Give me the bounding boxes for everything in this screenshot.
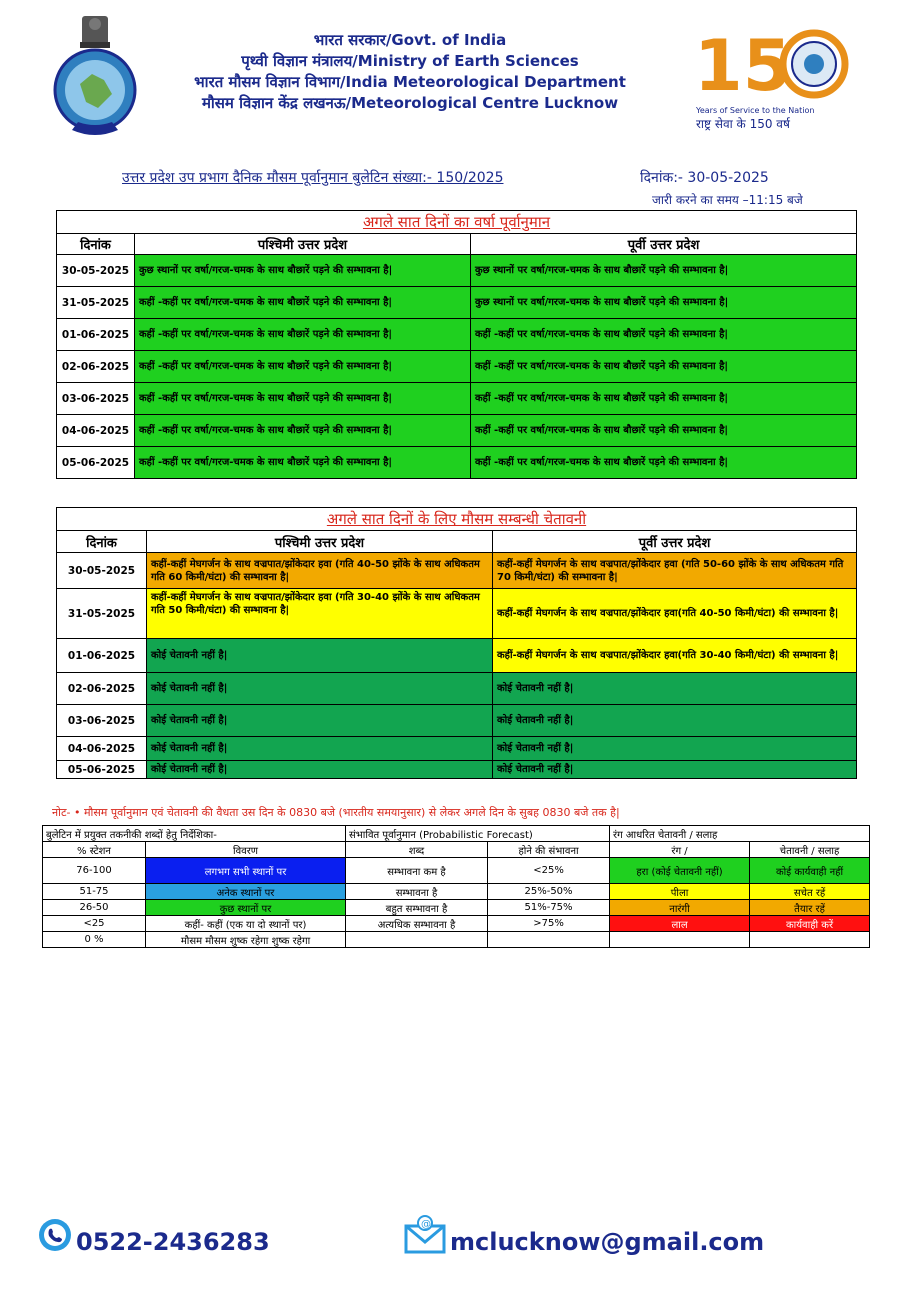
legend-section-probability: संभावित पूर्वानुमान (Probabilistic Forecast)	[346, 826, 610, 842]
legend-col-word: शब्द	[346, 842, 488, 858]
legend-prob: >75%	[488, 916, 610, 932]
legend-col-prob: होने की संभावना	[488, 842, 610, 858]
legend-word: सम्भावना है	[346, 884, 488, 900]
rain-west-cell: कहीं -कहीं पर वर्षा/गरज-चमक के साथ बौछारें पड़ने की सम्भावना है|	[135, 383, 471, 415]
warn-west-cell: कोई चेतावनी नहीं है|	[147, 673, 493, 705]
table-row	[57, 639, 857, 673]
legend-advice: कोई कार्यवाही नहीं	[750, 858, 870, 884]
legend-color: हरा (कोई चेतावनी नहीं)	[610, 858, 750, 884]
table-row	[57, 287, 857, 319]
rain-west-cell: कुछ स्थानों पर वर्षा/गरज-चमक के साथ बौछारें पड़ने की सम्भावना है|	[135, 255, 471, 287]
warn-east-cell: कहीं-कहीं मेघगर्जन के साथ वज्रपात/झोंकेदार हवा(गति 40-50 किमी/घंटा) की सम्भावना है|	[493, 589, 857, 639]
email-address[interactable]: mclucknow@gmail.com	[450, 1228, 765, 1256]
rain-header-date: दिनांक	[57, 234, 135, 255]
table-row	[57, 255, 857, 287]
header-titles	[150, 30, 670, 114]
table-row	[43, 916, 870, 932]
legend-advice: कार्यवाही करें	[750, 916, 870, 932]
warn-header-east: पूर्वी उत्तर प्रदेश	[493, 531, 857, 553]
table-row	[43, 884, 870, 900]
legend-col-desc: विवरण	[146, 842, 346, 858]
rain-date: 05-06-2025	[57, 447, 135, 479]
warn-east-cell: कोई चेतावनी नहीं है|	[493, 673, 857, 705]
rain-east-cell: कुछ स्थानों पर वर्षा/गरज-चमक के साथ बौछारें पड़ने की सम्भावना है|	[471, 287, 857, 319]
table-row	[43, 932, 870, 948]
warn-east-cell: कोई चेतावनी नहीं है|	[493, 705, 857, 737]
warn-west-cell: कोई चेतावनी नहीं है|	[147, 761, 493, 779]
rain-date: 01-06-2025	[57, 319, 135, 351]
rain-east-cell: कहीं -कहीं पर वर्षा/गरज-चमक के साथ बौछारें पड़ने की सम्भावना है|	[471, 383, 857, 415]
warn-date: 02-06-2025	[57, 673, 147, 705]
department-line: भारत मौसम विज्ञान विभाग/India Meteorological Department	[194, 73, 626, 91]
warn-east-cell: कहीं-कहीं मेघगर्जन के साथ वज्रपात/झोंकेदार हवा(गति 30-40 किमी/घंटा) की सम्भावना है|	[493, 639, 857, 673]
legend-prob: 25%-50%	[488, 884, 610, 900]
warn-east-cell: कोई चेतावनी नहीं है|	[493, 737, 857, 761]
warn-date: 01-06-2025	[57, 639, 147, 673]
legend-color: नारंगी	[610, 900, 750, 916]
legend-advice: तैयार रहें	[750, 900, 870, 916]
legend-desc: मौसम मौसम शुष्क रहेगा शुष्क रहेगा	[146, 932, 346, 948]
legend-color: लाल	[610, 916, 750, 932]
legend-desc: अनेक स्थानों पर	[146, 884, 346, 900]
legend-word	[346, 932, 488, 948]
validity-note: नोट- • मौसम पूर्वानुमान एवं चेतावनी की वैधता उस दिन के 0830 बजे (भारतीय समयानुसार) से लेकर अगले दिन के सुबह 0830 बजे तक है|	[52, 806, 620, 819]
logo150-caption-en: Years of Service to the Nation	[696, 106, 815, 115]
warn-east-cell: कहीं-कहीं मेघगर्जन के साथ वज्रपात/झोंकेदार हवा (गति 50-60 झोंके के साथ अधिकतम गति 70 किमी/घंटा) की सम्भावना है|	[493, 553, 857, 589]
govt-line: भारत सरकार/Govt. of India	[313, 31, 507, 49]
legend-word: सम्भावना कम है	[346, 858, 488, 884]
legend-pct: 0 %	[43, 932, 146, 948]
legend-section-colors: रंग आधरित चेतावनी / सलाह	[610, 826, 870, 842]
warn-west-cell: कोई चेतावनी नहीं है|	[147, 705, 493, 737]
legend-table	[42, 825, 870, 948]
phone-icon	[38, 1218, 72, 1252]
legend-color: पीला	[610, 884, 750, 900]
table-row	[57, 383, 857, 415]
table-row	[57, 553, 857, 589]
rain-east-cell: कहीं -कहीं पर वर्षा/गरज-चमक के साथ बौछारें पड़ने की सम्भावना है|	[471, 351, 857, 383]
centre-line: मौसम विज्ञान केंद्र लखनऊ/Meteorological Centre Lucknow	[201, 94, 619, 112]
rain-forecast-table	[56, 210, 857, 479]
warn-date: 30-05-2025	[57, 553, 147, 589]
rain-forecast-caption: अगले सात दिनों का वर्षा पूर्वानुमान	[57, 211, 857, 234]
warning-caption: अगले सात दिनों के लिए मौसम सम्बन्धी चेतावनी	[57, 508, 857, 531]
logo150-caption-hi: राष्ट्र सेवा के 150 वर्ष	[696, 117, 790, 131]
table-row	[57, 351, 857, 383]
rain-header-west: पश्चिमी उत्तर प्रदेश	[135, 234, 471, 255]
rain-east-cell: कहीं -कहीं पर वर्षा/गरज-चमक के साथ बौछारें पड़ने की सम्भावना है|	[471, 447, 857, 479]
rain-east-cell: कहीं -कहीं पर वर्षा/गरज-चमक के साथ बौछारें पड़ने की सम्भावना है|	[471, 319, 857, 351]
legend-prob: 51%-75%	[488, 900, 610, 916]
table-row	[43, 858, 870, 884]
legend-desc: कुछ स्थानों पर	[146, 900, 346, 916]
legend-pct: <25	[43, 916, 146, 932]
rain-date: 31-05-2025	[57, 287, 135, 319]
legend-pct: 26-50	[43, 900, 146, 916]
ministry-line: पृथ्वी विज्ञान मंत्रालय/Ministry of Earth Sciences	[241, 52, 579, 70]
warn-west-cell: कोई चेतावनी नहीं है|	[147, 639, 493, 673]
table-row	[57, 737, 857, 761]
legend-pct: 51-75	[43, 884, 146, 900]
rain-east-cell: कहीं -कहीं पर वर्षा/गरज-चमक के साथ बौछारें पड़ने की सम्भावना है|	[471, 415, 857, 447]
warn-header-date: दिनांक	[57, 531, 147, 553]
legend-color	[610, 932, 750, 948]
rain-west-cell: कहीं -कहीं पर वर्षा/गरज-चमक के साथ बौछारें पड़ने की सम्भावना है|	[135, 287, 471, 319]
warn-date: 03-06-2025	[57, 705, 147, 737]
phone-number[interactable]: 0522-2436283	[76, 1228, 270, 1256]
legend-word: अत्यधिक सम्भावना है	[346, 916, 488, 932]
rain-west-cell: कहीं -कहीं पर वर्षा/गरज-चमक के साथ बौछारें पड़ने की सम्भावना है|	[135, 415, 471, 447]
warn-east-cell: कोई चेतावनी नहीं है|	[493, 761, 857, 779]
svg-text:@: @	[421, 1219, 431, 1230]
imd-emblem-logo	[42, 14, 148, 138]
legend-section-terms: बुलेटिन में प्रयुक्त तकनीकी शब्दों हेतु निर्देशिका-	[43, 826, 346, 842]
rain-west-cell: कहीं -कहीं पर वर्षा/गरज-चमक के साथ बौछारें पड़ने की सम्भावना है|	[135, 447, 471, 479]
rain-east-cell: कुछ स्थानों पर वर्षा/गरज-चमक के साथ बौछारें पड़ने की सम्भावना है|	[471, 255, 857, 287]
warn-date: 04-06-2025	[57, 737, 147, 761]
legend-col-color: रंग /	[610, 842, 750, 858]
legend-desc: कहीं- कहीं (एक या दो स्थानों पर)	[146, 916, 346, 932]
legend-prob	[488, 932, 610, 948]
bulletin-title: उत्तर प्रदेश उप प्रभाग दैनिक मौसम पूर्वानुमान बुलेटिन संख्या:- 150/2025	[122, 170, 504, 186]
rain-west-cell: कहीं -कहीं पर वर्षा/गरज-चमक के साथ बौछारें पड़ने की सम्भावना है|	[135, 351, 471, 383]
legend-pct: 76-100	[43, 858, 146, 884]
legend-desc: लगभग सभी स्थानों पर	[146, 858, 346, 884]
legend-advice: सचेत रहें	[750, 884, 870, 900]
rain-west-cell: कहीं -कहीं पर वर्षा/गरज-चमक के साथ बौछारें पड़ने की सम्भावना है|	[135, 319, 471, 351]
table-row	[57, 761, 857, 779]
table-row	[43, 900, 870, 916]
legend-word: बहुत सम्भावना है	[346, 900, 488, 916]
warn-west-cell: कहीं-कहीं मेघगर्जन के साथ वज्रपात/झोंकेदार हवा (गति 40-50 झोंके के साथ अधिकतम गति 60 किमी/घंटा) की सम्भावना है|	[147, 553, 493, 589]
table-row	[57, 589, 857, 639]
warn-west-cell: कहीं-कहीं मेघगर्जन के साथ वज्रपात/झोंकेदार हवा (गति 30-40 झोंके के साथ अधिकतम गति 50 किमी/घंटा) की सम्भावना है|	[147, 589, 493, 639]
warn-west-cell: कोई चेतावनी नहीं है|	[147, 737, 493, 761]
rain-header-east: पूर्वी उत्तर प्रदेश	[471, 234, 857, 255]
svg-text:15: 15	[694, 25, 792, 102]
rain-date: 30-05-2025	[57, 255, 135, 287]
warn-header-west: पश्चिमी उत्तर प्रदेश	[147, 531, 493, 553]
table-row	[57, 447, 857, 479]
table-row	[57, 415, 857, 447]
rain-date: 03-06-2025	[57, 383, 135, 415]
rain-date: 04-06-2025	[57, 415, 135, 447]
legend-col-station: % स्टेशन	[43, 842, 146, 858]
warn-date: 31-05-2025	[57, 589, 147, 639]
warn-date: 05-06-2025	[57, 761, 147, 779]
logo-150-graphic	[690, 22, 860, 102]
table-row	[57, 673, 857, 705]
bulletin-date: दिनांक:- 30-05-2025	[640, 170, 769, 186]
issue-time: जारी करने का समय –11:15 बजे	[652, 193, 803, 207]
legend-advice	[750, 932, 870, 948]
table-row	[57, 705, 857, 737]
warning-table	[56, 507, 857, 779]
email-icon	[404, 1214, 446, 1254]
logo-150-years	[690, 22, 860, 131]
legend-prob: <25%	[488, 858, 610, 884]
legend-col-advice: चेतावनी / सलाह	[750, 842, 870, 858]
rain-date: 02-06-2025	[57, 351, 135, 383]
table-row	[57, 319, 857, 351]
